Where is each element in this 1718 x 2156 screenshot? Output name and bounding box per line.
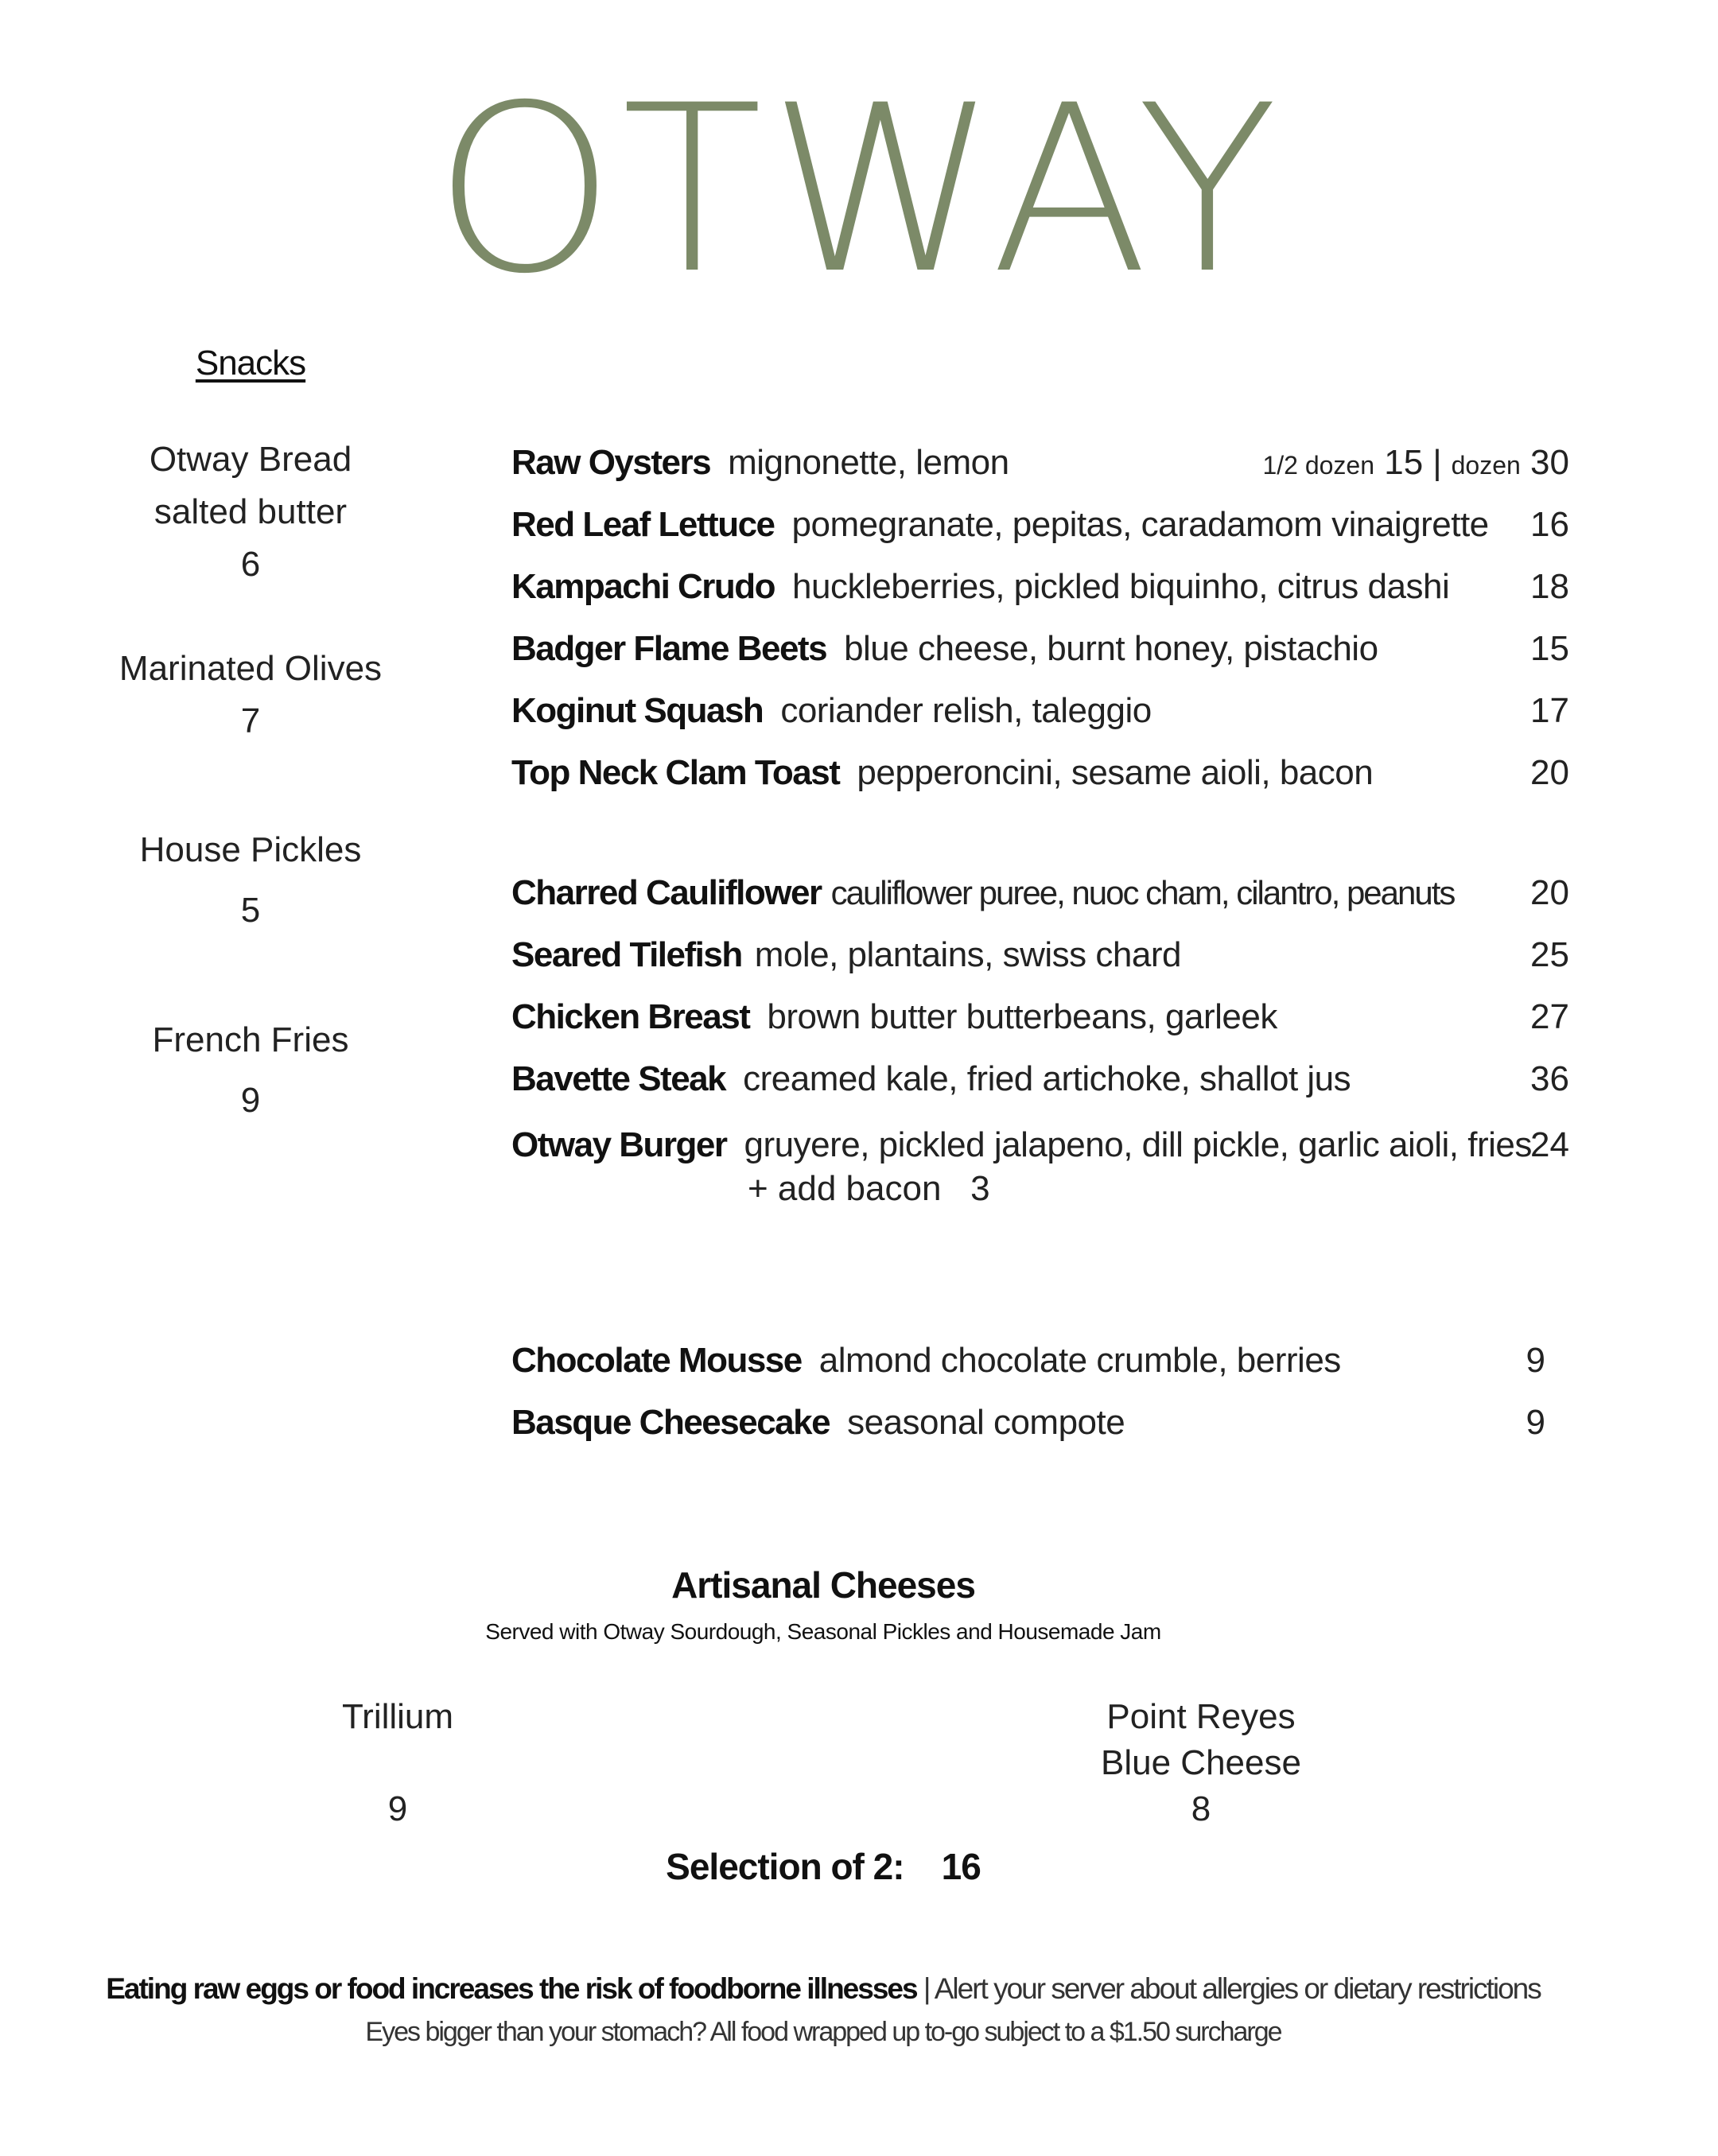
dozen-price: 30 xyxy=(1530,443,1569,482)
item-price: 36 xyxy=(1530,1059,1569,1098)
snack-item-otway-bread xyxy=(80,433,422,591)
item-name: Chocolate Mousse xyxy=(511,1341,802,1380)
menu-item-chicken-breast xyxy=(511,989,1569,1045)
snack-price: 7 xyxy=(240,701,261,740)
footer-togo-note: Eyes bigger than your stomach? All food wrapped up to-go subject to a $1.50 surcharge xyxy=(365,2017,1281,2047)
item-description: almond chocolate crumble, berries xyxy=(818,1341,1341,1380)
addon-label: + add bacon xyxy=(748,1169,942,1208)
cheese-item-point-reyes xyxy=(1042,1694,1360,1832)
item-price: 25 xyxy=(1530,935,1569,974)
item-name: Red Leaf Lettuce xyxy=(511,505,775,544)
item-name: Basque Cheesecake xyxy=(511,1403,830,1442)
item-description: pepperoncini, sesame aioli, bacon xyxy=(857,753,1374,792)
price-separator: | xyxy=(1432,443,1442,482)
snack-item-marinated-olives xyxy=(80,643,422,748)
item-price: 18 xyxy=(1530,567,1569,606)
snack-price: 9 xyxy=(240,1081,261,1120)
item-description: mignonette, lemon xyxy=(728,443,1009,482)
cheese-item-trillium xyxy=(239,1694,557,1832)
item-price: 15 xyxy=(1530,629,1569,668)
footer-separator: | xyxy=(916,1972,935,2005)
snack-name: House Pickles xyxy=(139,830,362,869)
menu-item-red-leaf-lettuce xyxy=(511,497,1569,553)
snack-price: 6 xyxy=(240,545,261,584)
oyster-prices xyxy=(1262,435,1569,493)
snack-item-french-fries xyxy=(80,1014,422,1127)
half-dozen-label: 1/2 dozen xyxy=(1262,451,1374,480)
item-name: Charred Cauliflower xyxy=(511,873,822,912)
item-description: coriander relish, taleggio xyxy=(780,691,1152,730)
dozen-label: dozen xyxy=(1451,451,1521,480)
item-description: pomegranate, pepitas, caradamom vinaigrette xyxy=(791,505,1489,544)
cheeses-heading: Artisanal Cheeses xyxy=(671,1564,975,1606)
item-description: blue cheese, burnt honey, pistachio xyxy=(844,629,1378,668)
cheese-price: 8 xyxy=(1191,1789,1211,1828)
menu-item-raw-oysters xyxy=(511,435,1569,491)
item-name: Bavette Steak xyxy=(511,1059,726,1098)
menu-item-koginut-squash xyxy=(511,683,1569,739)
menu-item-otway-burger xyxy=(511,1117,1569,1173)
footer-allergy-note: Alert your server about allergies or dietary restrictions xyxy=(934,1972,1541,2005)
item-price: 9 xyxy=(1526,1403,1545,1442)
item-description: gruyere, pickled jalapeno, dill pickle, garlic aioli, fries xyxy=(744,1125,1532,1164)
snack-name: Otway Bread xyxy=(149,440,352,479)
snack-name: French Fries xyxy=(152,1020,349,1059)
item-description: brown butter butterbeans, garleek xyxy=(767,997,1277,1036)
item-description: huckleberries, pickled biquinho, citrus dashi xyxy=(792,567,1450,606)
item-name: Top Neck Clam Toast xyxy=(511,753,840,792)
item-name: Badger Flame Beets xyxy=(511,629,827,668)
cheese-selection-price: Selection of 2: 16 xyxy=(666,1846,981,1887)
item-description: seasonal compote xyxy=(847,1403,1125,1442)
snack-name: Marinated Olives xyxy=(119,649,383,688)
burger-addon xyxy=(748,1165,990,1213)
cheese-name-line2: Blue Cheese xyxy=(1101,1743,1301,1782)
menu-item-basque-cheesecake xyxy=(511,1395,1545,1451)
item-name: Seared Tilefish xyxy=(511,935,742,974)
footer-disclaimer xyxy=(0,1972,1646,2006)
menu-item-badger-flame-beets xyxy=(511,621,1569,677)
item-price: 17 xyxy=(1530,691,1569,730)
snack-item-house-pickles xyxy=(80,824,422,937)
item-name: Koginut Squash xyxy=(511,691,764,730)
cheese-name: Trillium xyxy=(341,1697,454,1736)
item-price: 20 xyxy=(1530,873,1569,912)
item-name: Kampachi Crudo xyxy=(511,567,775,606)
item-description: mole, plantains, swiss chard xyxy=(754,935,1181,974)
menu-item-seared-tilefish xyxy=(511,927,1569,983)
item-price: 24 xyxy=(1530,1125,1569,1164)
item-price: 9 xyxy=(1526,1341,1545,1380)
menu-item-kampachi-crudo xyxy=(511,559,1569,615)
addon-price: 3 xyxy=(970,1169,990,1208)
footer-warning: Eating raw eggs or food increases the risk of foodborne illnesses xyxy=(106,1972,917,2005)
cheese-name: Point Reyes xyxy=(1106,1697,1296,1736)
menu-item-top-neck-clam-toast xyxy=(511,745,1569,801)
item-description: creamed kale, fried artichoke, shallot jus xyxy=(743,1059,1351,1098)
item-name: Raw Oysters xyxy=(511,443,711,482)
item-price: 16 xyxy=(1530,505,1569,544)
menu-item-charred-cauliflower xyxy=(511,865,1569,921)
restaurant-logo: OTWAY xyxy=(433,56,1285,324)
menu-item-chocolate-mousse xyxy=(511,1333,1545,1389)
item-name: Chicken Breast xyxy=(511,997,750,1036)
item-price: 20 xyxy=(1530,753,1569,792)
menu-item-bavette-steak xyxy=(511,1051,1569,1107)
item-price: 27 xyxy=(1530,997,1569,1036)
snack-note: salted butter xyxy=(154,492,348,531)
half-dozen-price: 15 xyxy=(1384,443,1424,482)
cheeses-subheading: Served with Otway Sourdough, Seasonal Pickles and Housemade Jam xyxy=(485,1619,1161,1644)
snacks-heading: Snacks xyxy=(195,344,306,383)
item-name: Otway Burger xyxy=(511,1125,727,1164)
item-description: cauliflower puree, nuoc cham, cilantro, peanuts xyxy=(830,874,1455,911)
snack-price: 5 xyxy=(240,891,261,930)
cheese-price: 9 xyxy=(387,1789,408,1828)
